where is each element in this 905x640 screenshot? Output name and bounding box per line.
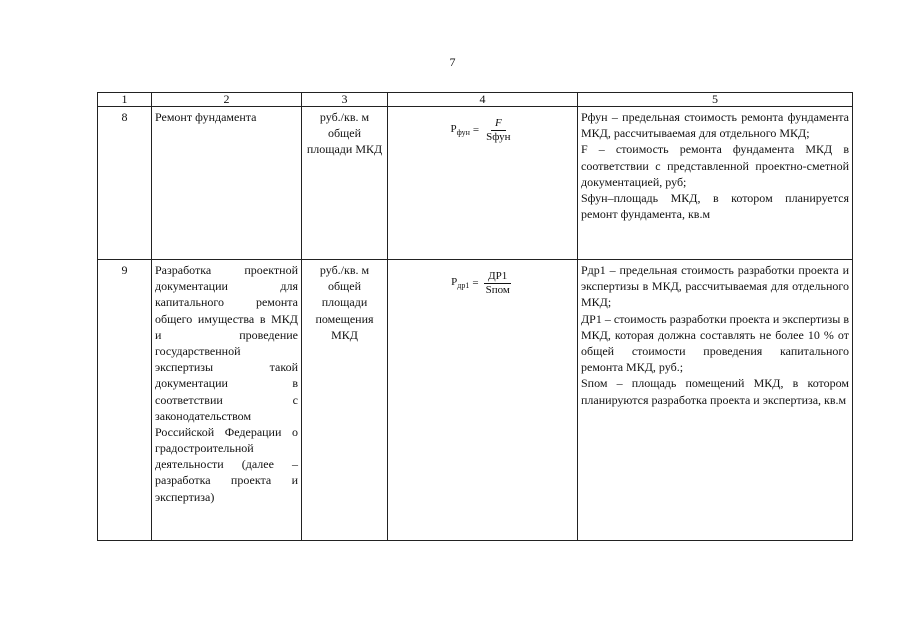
unit-cell: руб./кв. м общей площади помещения МКД [302,260,388,541]
formula-equals: = [472,277,479,290]
formula-denominator: Sпом [485,284,510,296]
formula [451,270,514,297]
formula-denominator: Sфун [486,131,511,143]
description-line: Sфун–площадь МКД, в котором планируется ремонт фундамента, кв.м [581,190,849,222]
header-cell: 1 [98,93,152,107]
formula-cell [388,260,578,541]
formula [451,117,515,144]
unit-cell: руб./кв. м общей площади МКД [302,107,388,260]
description-line: Pдр1 – предельная стоимость разработки проекта и экспертизы в МКД, рассчитываемая для отдельного МКД; [581,263,849,310]
description-line: Sпом – площадь помещений МКД, в котором планируются разработка проекта и экспертиза, кв.м [581,376,849,407]
formula-numerator: F [491,117,506,131]
formula-fraction [482,270,514,297]
header-cell: 4 [388,93,578,107]
header-cell: 3 [302,93,388,107]
work-name: Разработка проектной документации для капитального ремонта общего имущества в МКД и проведение государственной экспертизы такой документации в соответствии с законодательством Российской Федерации о градостроительной деятельности (далее – разработка проекта и экспертиза) [152,260,302,541]
table-row [98,107,853,260]
formula-lhs: $P_{дp1}$ [451,276,470,291]
description-line: Pфун – предельная стоимость ремонта фундамента МКД, рассчитываемая для отдельного МКД; [581,110,849,141]
formula-numerator: ДР1 [484,270,511,284]
table-row [98,260,853,541]
description-line: F – стоимость ремонта фундамента МКД в соответствии с представленной проектно-сметной документацией, руб; [581,142,849,189]
formula-equals: = [472,124,480,137]
row-number: 8 [98,107,152,260]
page-number: 7 [449,55,456,69]
row-number: 9 [98,260,152,541]
work-name: Ремонт фундамента [152,107,302,260]
description-cell [578,107,853,260]
table-header-row [98,93,853,107]
description-line: ДР1 – стоимость разработки проекта и экспертизы в МКД, которая должна составлять не более 10 % от общей стоимости проведения капитального ремонта МКД, руб.; [581,311,849,375]
header-cell: 5 [578,93,853,107]
description-cell [578,260,853,541]
formula-fraction [482,117,514,144]
formula-lhs: $P_{фун}$ [450,123,470,138]
formula-cell [388,107,578,260]
header-cell: 2 [152,93,302,107]
cost-table [97,92,853,541]
